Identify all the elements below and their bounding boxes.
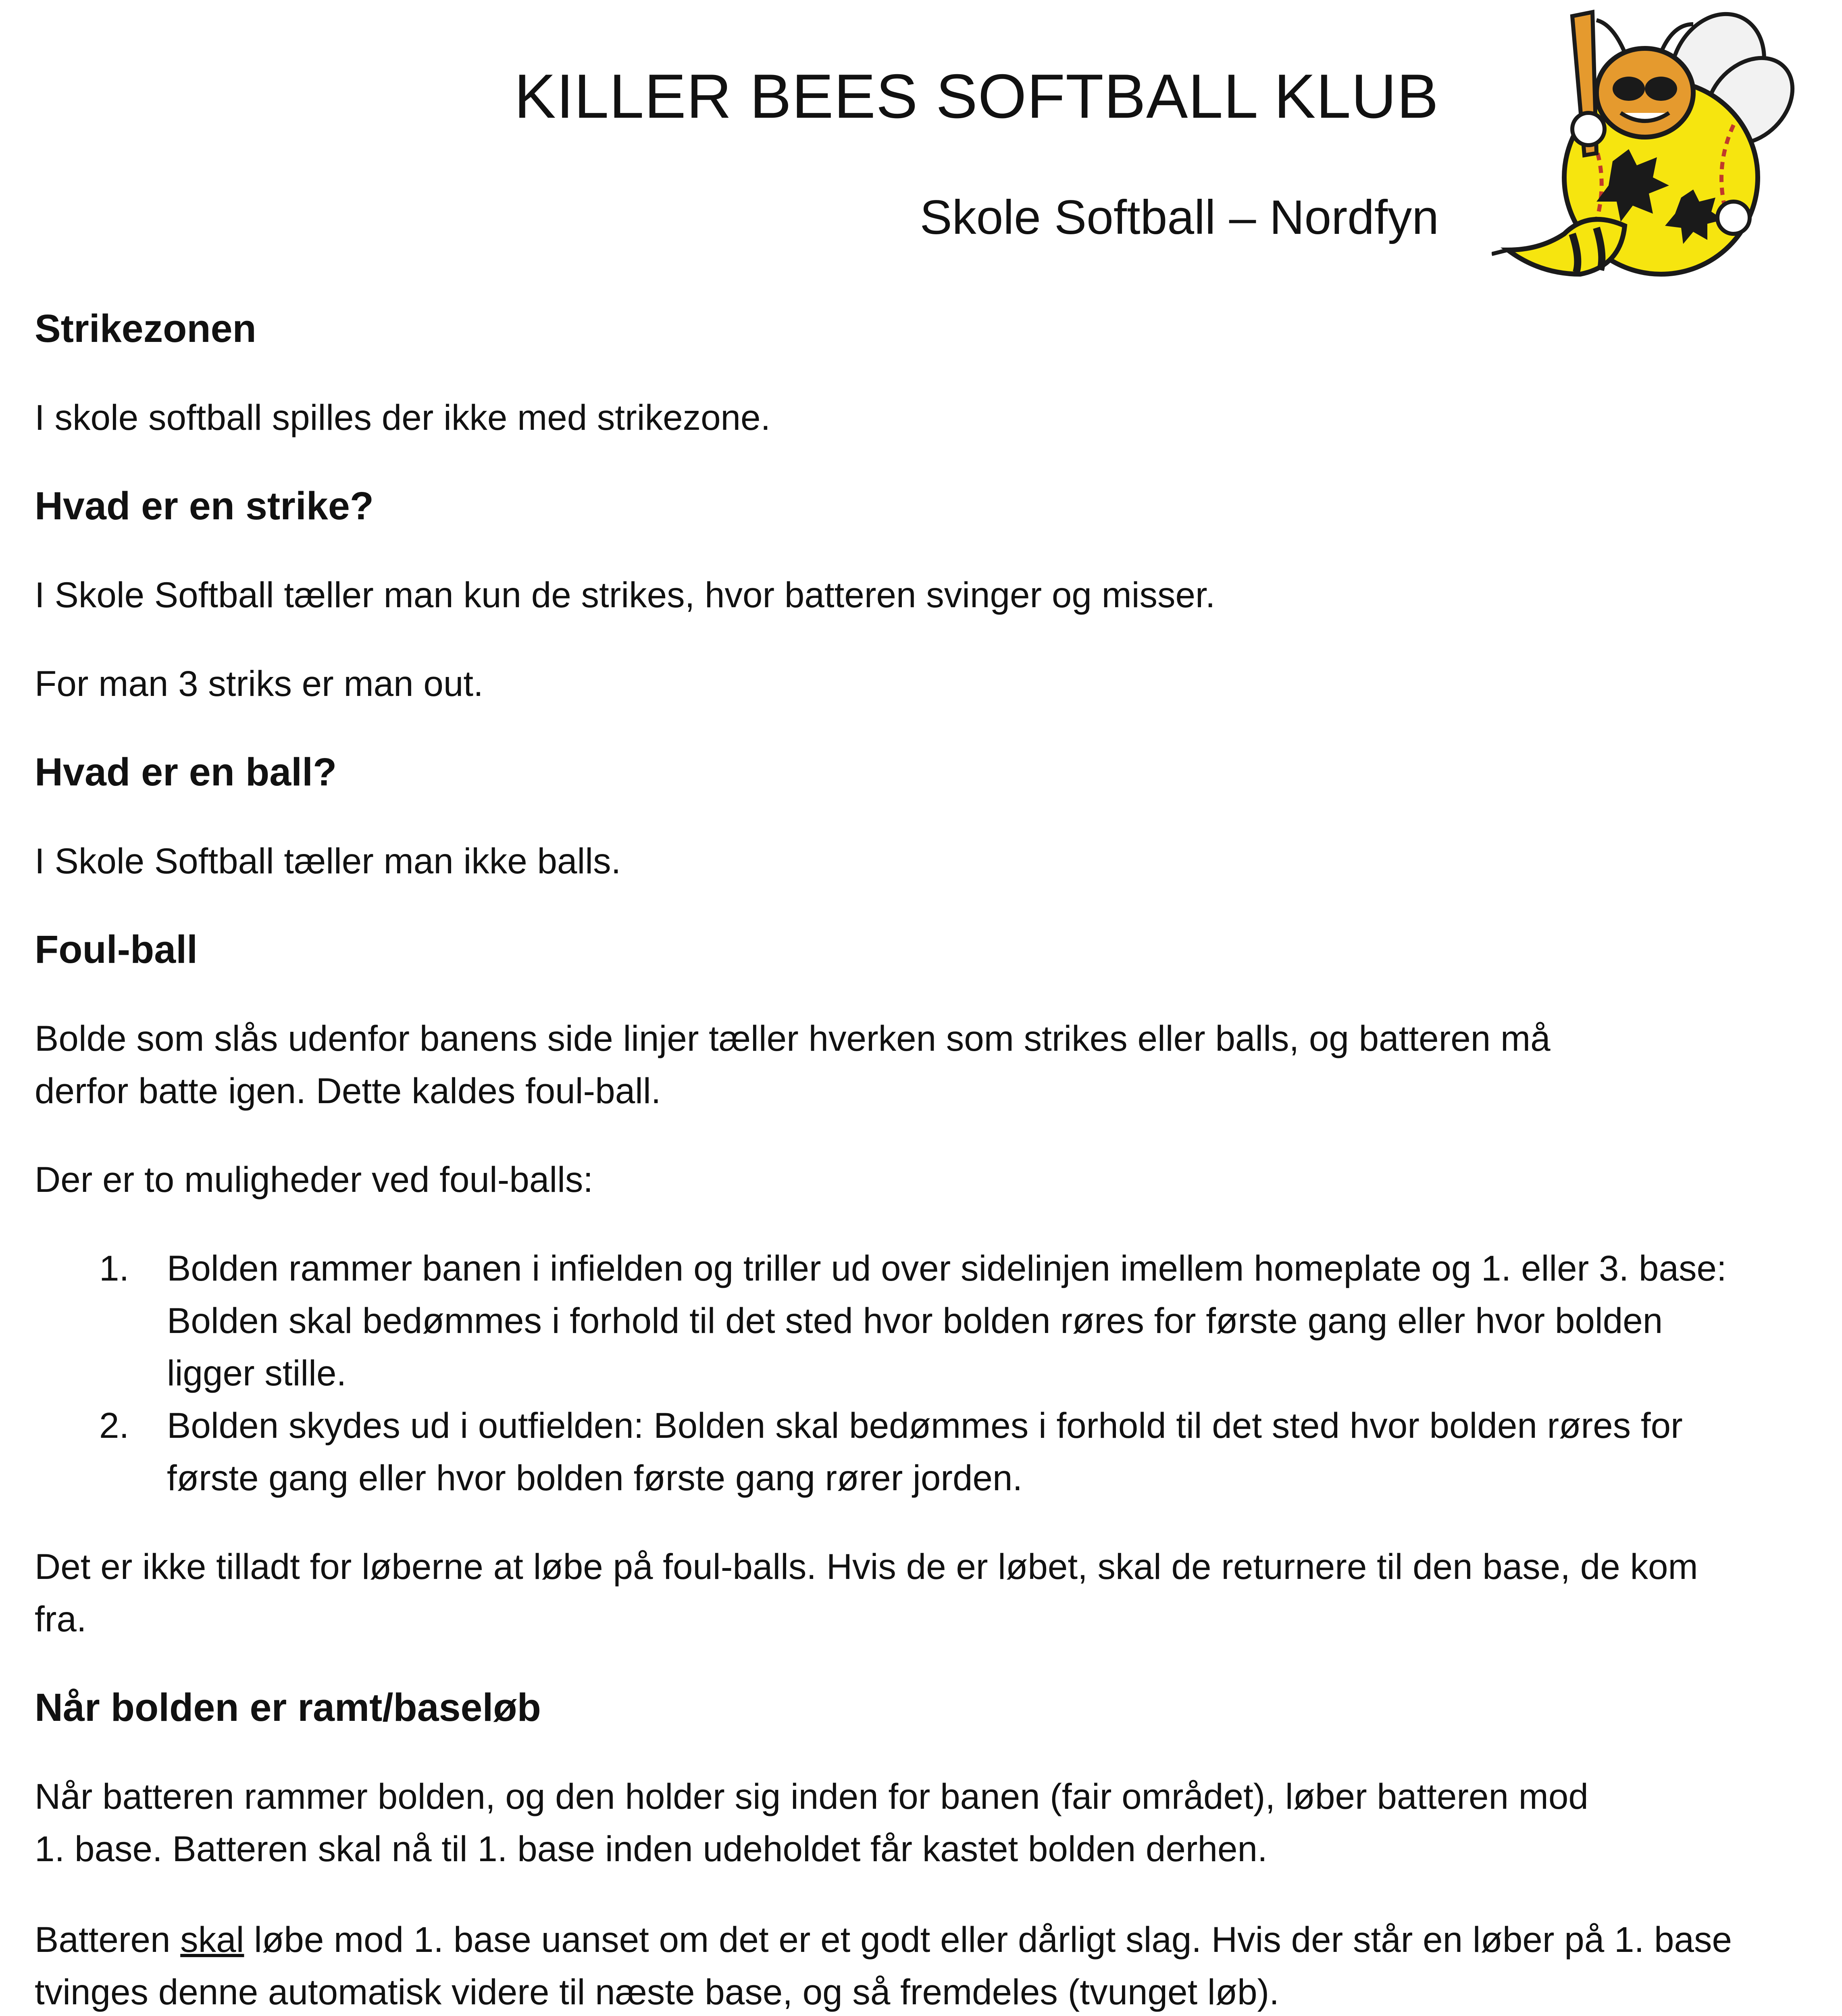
text-line: derfor batte igen. Dette kaldes foul-ball. xyxy=(35,1070,661,1111)
list-item xyxy=(35,1242,1800,1399)
paragraph xyxy=(35,1913,1800,2016)
text-line: Bolden rammer banen i infielden og triller ud over sidelinjen imellem homeplate og 1. eller 3. base: xyxy=(167,1248,1727,1288)
text-line: tvinges denne automatisk videre til næste base, og så fremdeles (tvunget løb). xyxy=(35,1972,1279,2012)
text-line: Når batteren rammer bolden, og den holder sig inden for banen (fair området), løber batteren mod xyxy=(35,1776,1588,1816)
text-line: fra. xyxy=(35,1599,87,1639)
club-title: KILLER BEES SOFTBALL KLUB xyxy=(514,61,1439,131)
list-item xyxy=(35,1399,1800,1504)
heading-strike: Hvad er en strike? xyxy=(35,484,374,528)
paragraph: Der er to muligheder ved foul-balls: xyxy=(35,1159,593,1200)
underlined-word: skal xyxy=(180,1919,244,1960)
club-subtitle: Skole Softball – Nordfyn xyxy=(920,190,1439,244)
paragraph: I Skole Softball tæller man kun de strikes, hvor batteren svinger og misser. xyxy=(35,575,1216,615)
paragraph xyxy=(35,1012,1800,1117)
text-line: 1. base. Batteren skal nå til 1. base inden udeholdet får kastet bolden derhen. xyxy=(35,1829,1268,1869)
text-line: første gang eller hvor bolden første gang rører jorden. xyxy=(167,1458,1023,1498)
text-line: Bolde som slås udenfor banens side linjer tæller hverken som strikes eller balls, og batteren må xyxy=(35,1018,1551,1058)
text-fragment: Batteren xyxy=(35,1919,181,1960)
paragraph: For man 3 striks er man out. xyxy=(35,663,483,704)
paragraph: I skole softball spilles der ikke med strikezone. xyxy=(35,397,771,437)
text-line: Bolden skydes ud i outfielden: Bolden skal bedømmes i forhold til det sted hvor bolden røres for xyxy=(167,1405,1683,1445)
heading-ball: Hvad er en ball? xyxy=(35,750,337,794)
text-fragment: løbe mod 1. base uanset om det er et godt eller dårligt slag. Hvis der står en løber på 1. base xyxy=(244,1919,1732,1960)
paragraph xyxy=(35,1770,1800,1875)
foul-ball-list xyxy=(35,1242,1800,1504)
heading-strikezone: Strikezonen xyxy=(35,306,256,350)
text-line: Det er ikke tilladt for løberne at løbe på foul-balls. Hvis de er løbet, skal de returnere til den base, de kom xyxy=(35,1546,1698,1587)
killer-bees-logo xyxy=(1492,8,1798,298)
document-body xyxy=(35,302,1800,2016)
paragraph xyxy=(35,1540,1800,1645)
text-line: ligger stille. xyxy=(167,1353,347,1393)
text-line: Bolden skal bedømmes i forhold til det sted hvor bolden røres for første gang eller hvor bolden xyxy=(167,1300,1663,1341)
heading-foul-ball: Foul-ball xyxy=(35,927,198,971)
paragraph: I Skole Softball tæller man ikke balls. xyxy=(35,841,621,881)
list-number: 1. xyxy=(99,1248,129,1288)
heading-baserun: Når bolden er ramt/baseløb xyxy=(35,1685,541,1729)
list-number: 2. xyxy=(99,1405,129,1445)
